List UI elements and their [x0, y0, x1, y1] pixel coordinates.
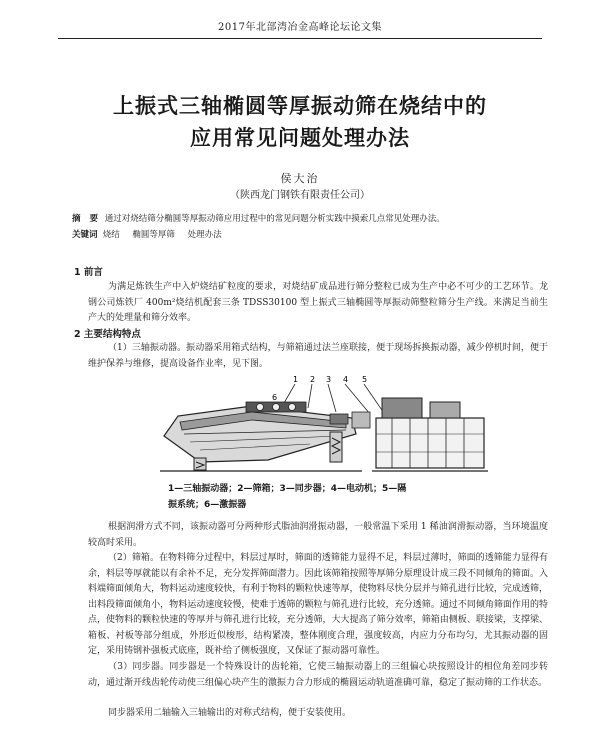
abstract-text: 通过对烧结筛分椭圆等厚振动筛应用过程中的常见问题分析实践中摸索几点常见处理办法。	[104, 214, 445, 224]
section-1-heading: 1 前言	[74, 267, 103, 278]
section-2-paragraph-4: （3）同步器。同步器是一个特殊设计的齿轮箱，它使三轴振动器上的三组偏心块按照设计的相位角差同步转动，通过渐开线齿轮传动使三组偏心块产生的激振力合力形成的椭圆运动轨道准确可靠，稳定了振动筛的工作状态。	[88, 662, 548, 688]
running-header: 2017年北部湾冶金高峰论坛论文集	[218, 22, 382, 33]
abstract-label: 摘 要	[72, 214, 101, 224]
section-2-paragraph-5: 同步器采用二轴输入三轴输出的对称式结构，便于安装使用。	[108, 708, 352, 718]
motor-frame	[372, 398, 488, 471]
header-rule	[58, 38, 542, 39]
section-1-paragraph: 为满足炼铁生产中入炉烧结矿粒度的要求，对烧结矿成品进行筛分整粒已成为生产中必不可少的工艺环节。龙钢公司炼铁厂 400m²烧结机配套三条 TDSS30100 型上振式三轴椭圆等厚振动筛整粒筛分生产线。来满足当前生产大的处理量和筛分效率。	[88, 282, 548, 323]
callout-5: 5	[362, 375, 368, 384]
vibrating-screen-figure	[160, 372, 490, 480]
section-2-paragraph-2: 根据润滑方式不同，该振动器可分两种形式脂油润滑振动器，一般常温下采用 1 稀油润滑振动器，当环境温度较高时采用。	[88, 522, 548, 548]
title-line-2: 应用常见问题处理办法	[190, 126, 410, 150]
section-2-paragraph-3: （2）筛箱。在物料筛分过程中，料层过厚时，筛面的透筛能力显得不足，料层过薄时，筛面的透筛能力显得有余，料层等厚就能以有余补不足，充分发挥筛面潜力。因此该筛箱按照等厚筛分原理设计成三段不同倾角的筛面。入料端筛面倾角大，物料运动速度较快，有利于物料的颗粒快速等厚，使物料尽快分层并与筛孔进行比较，完成透筛，出料段筛面倾角小，物料运动速度较慢，使难于透筛的颗粒与筛孔进行比较，充分透筛。通过不同倾角筛面作用的特点，使物料的颗粒快速的等厚并与筛孔进行比较，充分透筛，大大提高了筛分效率，筛箱由侧板、联接梁，支撑梁、箱板、衬板等部分组成，外形近似梭形，结构紧凑，整体刚度合理，强度较高，内应力分布均匀，尤其振动器的固定，采用铸钢补强板式底座，既补给了侧板强度，又保证了振动器可靠性。	[88, 553, 548, 656]
figure-caption-line-1: 1—三轴振动器；2—筛箱；3—同步器；4—电动机；5—隔	[168, 484, 407, 494]
callout-2: 2	[310, 375, 316, 384]
keywords	[72, 228, 540, 240]
author: 侯大治	[280, 172, 320, 185]
keyword-item: 处理办法	[187, 230, 222, 240]
callout-4: 4	[343, 375, 349, 384]
keywords-label: 关键词	[72, 230, 98, 240]
callout-numbers	[272, 375, 367, 402]
callout-6: 6	[272, 393, 278, 402]
callout-3: 3	[326, 375, 332, 384]
section-2-paragraph-1: （1）三轴振动器。振动器采用箱式结构，与筛箱通过法兰座联接，便于现场拆换振动器，减少停机时间，便于维护保养与维修，提高设备作业率，见下图。	[88, 343, 548, 369]
section-2-heading: 2 主要结构特点	[74, 329, 141, 340]
abstract	[72, 212, 540, 224]
title-line-1: 上振式三轴椭圆等厚振动筛在烧结中的	[113, 94, 487, 118]
callout-1: 1	[293, 375, 299, 384]
figure-caption-line-2: 振系统；6—激振器	[168, 500, 247, 510]
affiliation: （陕西龙门钢铁有限责任公司）	[230, 190, 370, 201]
keyword-item: 椭圆等厚筛	[132, 230, 175, 240]
keyword-item: 烧结	[102, 230, 120, 240]
